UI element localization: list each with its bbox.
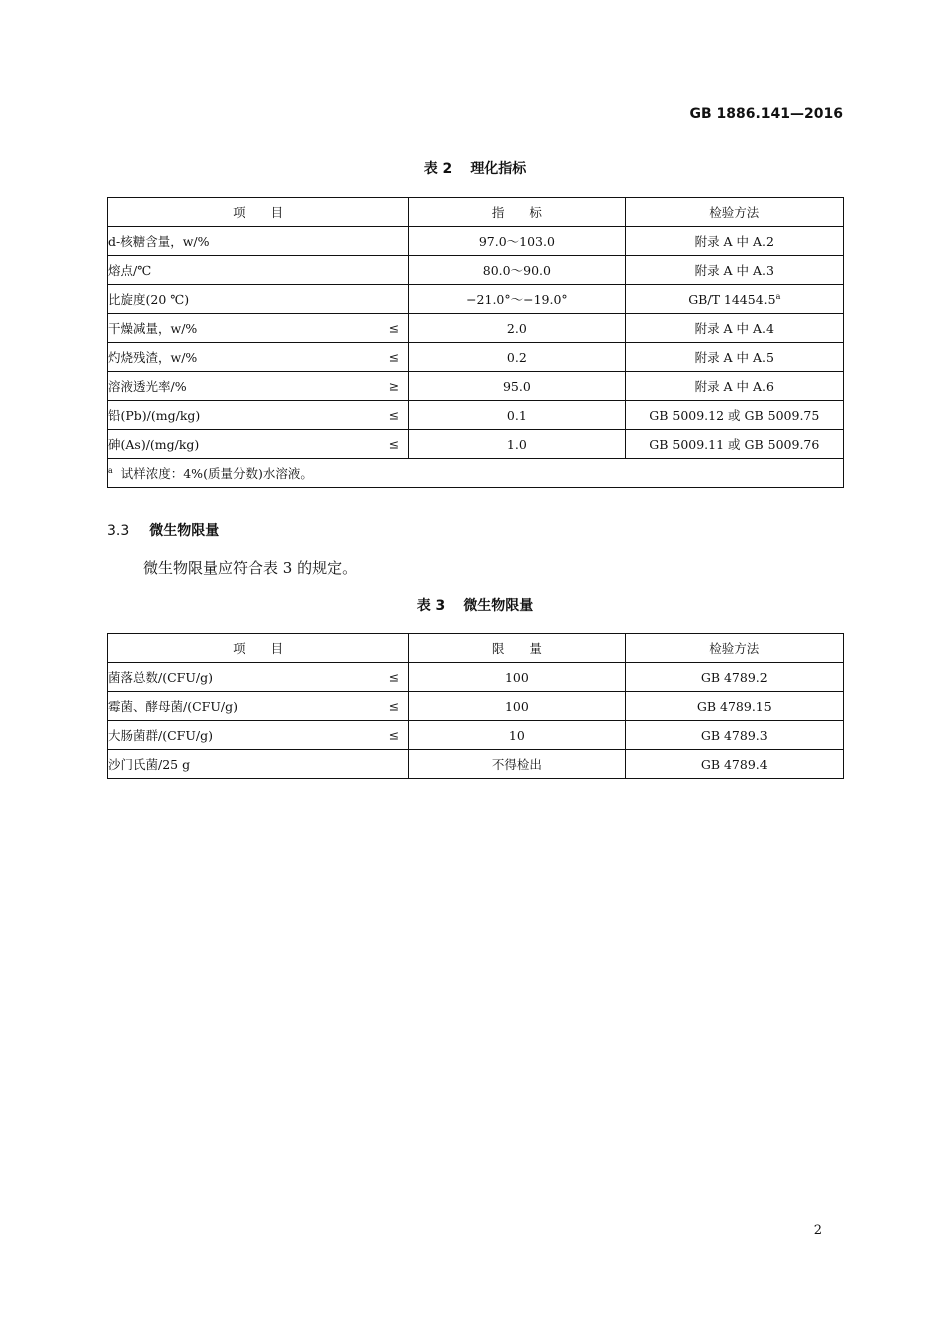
header-method: 检验方法 bbox=[625, 198, 843, 227]
table-row bbox=[108, 372, 844, 401]
row-method: 附录 A 中 A.5 bbox=[625, 343, 843, 372]
row-item: 砷(As)/(mg/kg) ≤ bbox=[108, 430, 409, 459]
comparison-symbol: ≤ bbox=[388, 669, 400, 685]
header-item: 项 目 bbox=[108, 634, 409, 663]
table3-title: 微生物限量 bbox=[463, 598, 534, 614]
row-item: 大肠菌群/(CFU/g) ≤ bbox=[108, 721, 409, 750]
row-method: 附录 A 中 A.2 bbox=[625, 227, 843, 256]
row-item: 霉菌、酵母菌/(CFU/g) ≤ bbox=[108, 692, 409, 721]
row-method: 附录 A 中 A.4 bbox=[625, 314, 843, 343]
table-header-row bbox=[108, 198, 844, 227]
table-row bbox=[108, 430, 844, 459]
standard-code: GB 1886.141—2016 bbox=[689, 106, 843, 122]
comparison-symbol: ≤ bbox=[388, 698, 400, 714]
row-value: 97.0～103.0 bbox=[409, 227, 625, 256]
page-number: 2 bbox=[813, 1223, 822, 1238]
row-method: GB 4789.4 bbox=[625, 750, 843, 779]
row-item: 沙门氏菌/25 g bbox=[108, 750, 409, 779]
table-row bbox=[108, 285, 844, 314]
row-value: 100 bbox=[409, 692, 625, 721]
table2-title: 理化指标 bbox=[470, 161, 527, 177]
comparison-symbol: ≤ bbox=[388, 436, 400, 452]
comparison-symbol: ≤ bbox=[388, 727, 400, 743]
row-method: GB 4789.2 bbox=[625, 663, 843, 692]
footnote-mark: a bbox=[108, 465, 113, 475]
table-row bbox=[108, 692, 844, 721]
row-value: 10 bbox=[409, 721, 625, 750]
section-title: 微生物限量 bbox=[149, 523, 220, 539]
row-item: 熔点/℃ bbox=[108, 256, 409, 285]
row-value: 2.0 bbox=[409, 314, 625, 343]
row-item: 比旋度(20 ℃) bbox=[108, 285, 409, 314]
table-row bbox=[108, 227, 844, 256]
footnote-ref: a bbox=[775, 291, 781, 301]
table-row bbox=[108, 401, 844, 430]
row-value: 0.1 bbox=[409, 401, 625, 430]
row-method: GB/T 14454.5$^a$ bbox=[625, 285, 843, 314]
table3-caption bbox=[0, 595, 950, 615]
row-item: 灼烧残渣，w/% ≤ bbox=[108, 343, 409, 372]
physicochemical-table bbox=[107, 197, 844, 488]
section-heading bbox=[107, 520, 219, 540]
table-row bbox=[108, 663, 844, 692]
row-item: 溶液透光率/% ≥ bbox=[108, 372, 409, 401]
table-row bbox=[108, 750, 844, 779]
header-value: 指 标 bbox=[409, 198, 625, 227]
table-row bbox=[108, 314, 844, 343]
row-method: GB 4789.15 bbox=[625, 692, 843, 721]
table2-number: 表 2 bbox=[423, 161, 453, 177]
comparison-symbol: ≥ bbox=[388, 378, 400, 394]
row-method: GB 4789.3 bbox=[625, 721, 843, 750]
row-item: 菌落总数/(CFU/g) ≤ bbox=[108, 663, 409, 692]
comparison-symbol: ≤ bbox=[388, 407, 400, 423]
row-value: −21.0°～−19.0° bbox=[409, 285, 625, 314]
row-value: 1.0 bbox=[409, 430, 625, 459]
section-paragraph: 微生物限量应符合表 3 的规定。 bbox=[143, 559, 358, 577]
table-footnote-row bbox=[108, 459, 844, 488]
row-value: 95.0 bbox=[409, 372, 625, 401]
row-item: 干燥减量，w/% ≤ bbox=[108, 314, 409, 343]
section-number: 3.3 bbox=[107, 523, 130, 539]
row-method: GB 5009.11 或 GB 5009.76 bbox=[625, 430, 843, 459]
table-row bbox=[108, 343, 844, 372]
row-method: 附录 A 中 A.3 bbox=[625, 256, 843, 285]
table-footnote: $^a$ 试样浓度：4%(质量分数)水溶液。 bbox=[108, 459, 844, 488]
table-row bbox=[108, 721, 844, 750]
header-item: 项 目 bbox=[108, 198, 409, 227]
table-row bbox=[108, 256, 844, 285]
table-header-row bbox=[108, 634, 844, 663]
row-method: GB 5009.12 或 GB 5009.75 bbox=[625, 401, 843, 430]
microbial-table bbox=[107, 633, 844, 779]
comparison-symbol: ≤ bbox=[388, 349, 400, 365]
row-value: 不得检出 bbox=[409, 750, 625, 779]
comparison-symbol: ≤ bbox=[388, 320, 400, 336]
row-item: 铅(Pb)/(mg/kg) ≤ bbox=[108, 401, 409, 430]
table3-number: 表 3 bbox=[416, 598, 446, 614]
row-value: 100 bbox=[409, 663, 625, 692]
header-method: 检验方法 bbox=[625, 634, 843, 663]
table2-caption bbox=[0, 158, 950, 178]
row-value: 80.0～90.0 bbox=[409, 256, 625, 285]
header-limit: 限 量 bbox=[409, 634, 625, 663]
row-method: 附录 A 中 A.6 bbox=[625, 372, 843, 401]
row-item: d-核糖含量，w/% bbox=[108, 227, 409, 256]
row-value: 0.2 bbox=[409, 343, 625, 372]
